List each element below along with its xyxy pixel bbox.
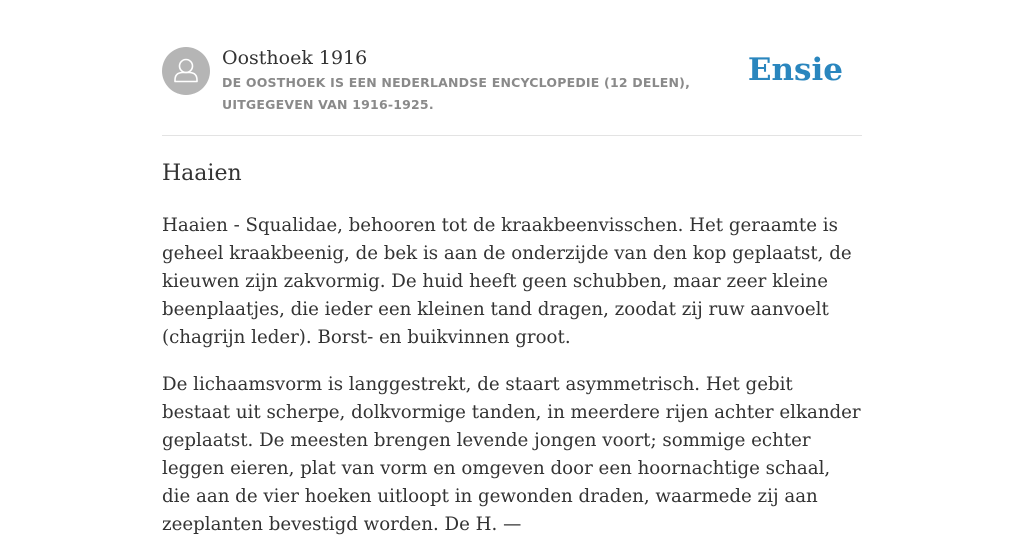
avatar[interactable]	[162, 47, 210, 95]
entry-title: Haaien	[162, 161, 242, 186]
ensie-logo[interactable]: Ensie	[747, 52, 843, 88]
source-description: DE OOSTHOEK IS EEN NEDERLANDSE ENCYCLOPEDIE (12 DELEN), UITGEGEVEN VAN 1916-1925.	[222, 75, 691, 112]
entry-paragraph: Haaien - Squalidae, behooren tot de kraakbeenvisschen. Het geraamte is geheel kraakbeenig, de bek is aan de onderzijde van den kop geplaatst, de kieuwen zijn zakvormig. De huid heeft geen schubben, maar zeer kleine beenplaatjes, die ieder een kleinen tand dragen, zoodat zij ruw aanvoelt (chagrijn leder). Borst- en buikvinnen groot.	[162, 215, 852, 348]
entry-body	[162, 212, 862, 558]
entry-paragraph: De lichaamsvorm is langgestrekt, de staart asymmetrisch. Het gebit bestaat uit scherpe, dolkvormige tanden, in meerdere rijen achter elkander geplaatst. De meesten brengen levende jongen voort; sommige echter leggen eieren, plat van vorm en omgeven door een hoornachtige schaal, die aan de vier hoeken uitloopt in gewonden draden, waarmede zij aan zeeplanten bevestigd worden. De H. —	[162, 374, 861, 535]
source-title[interactable]: Oosthoek 1916	[222, 47, 368, 69]
source-header	[162, 44, 862, 136]
user-silhouette-icon	[162, 47, 210, 95]
